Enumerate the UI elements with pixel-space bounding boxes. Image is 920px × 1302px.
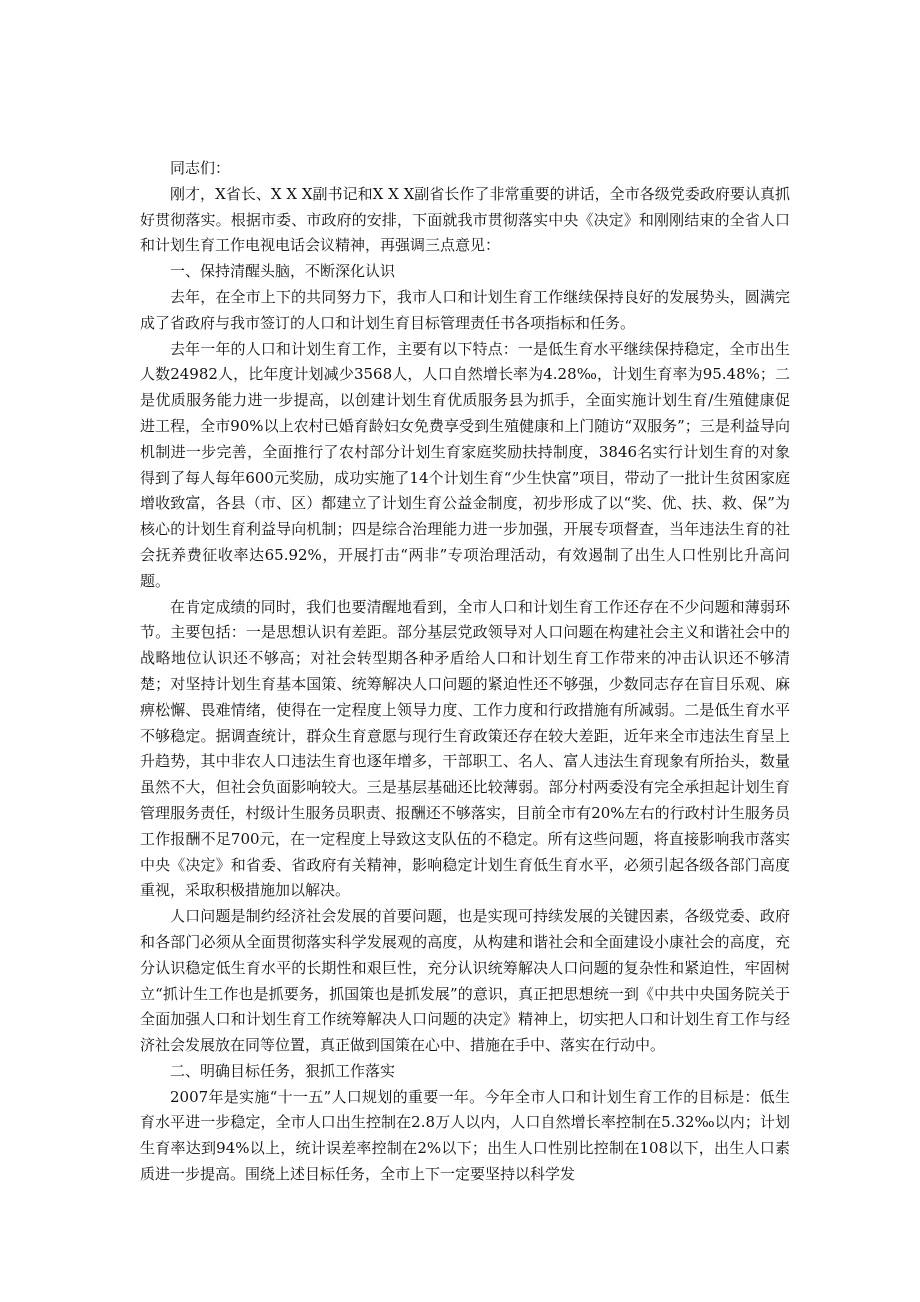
- paragraph-problems: 在肯定成绩的同时，我们也要清醒地看到，全市人口和计划生育工作还存在不少问题和薄弱环节。主要包括：一是思想认识有差距。部分基层党政领导对人口问题在构建社会主义和谐社会中的战略地位认识还不够高；对社会转型期各种矛盾给人口和计划生育工作带来的冲击认识还不够清楚；对坚持计划生育基本国策、统筹解决人口问题的紧迫性还不够强，少数同志存在盲目乐观、麻痹松懈、畏难情绪，使得在一定程度上领导力度、工作力度和行政措施有所减弱。二是低生育水平不够稳定。据调查统计，群众生育意愿与现行生育政策还存在较大差距，近年来全市违法生育呈上升趋势，其中非农人口违法生育也逐年增多，干部职工、名人、富人违法生育现象有所抬头，数量虽然不大，但社会负面影响较大。三是基层基础还比较薄弱。部分村两委没有完全承担起计划生育管理服务责任，村级计生服务员职责、报酬还不够落实，目前全市有20%左右的行政村计生服务员工作报酬不足700元，在一定程度上导致这支队伍的不稳定。所有这些问题，将直接影响我市落实中央《决定》和省委、省政府有关精神，影响稳定计划生育低生育水平，必须引起各级各部门高度重视，采取积极措施加以解决。: [140, 597, 790, 900]
- section-heading-1: 一、保持清醒头脑，不断深化认识: [170, 262, 396, 281]
- paragraph-last-year-summary: 去年，在全市上下的共同努力下，我市人口和计划生育工作继续保持良好的发展势头，圆满完成了省政府与我市签订的人口和计划生育目标管理责任书各项指标和任务。: [140, 287, 790, 332]
- document-body: [140, 156, 790, 1188]
- paragraph-2007-targets: 2007年是实施“十一五”人口规划的重要一年。今年全市人口和计划生育工作的目标是：低生育水平进一步稳定，全市人口出生控制在2.8万人以内，人口自然增长率控制在5.32‰以内；计划生育率达到94%以上，统计误差率控制在2%以下；出生人口性别比控制在108以下，出生人口素质进一步提高。围绕上述目标任务，全市上下一定要坚持以科学发: [140, 1087, 790, 1184]
- section-heading-2: 二、明确目标任务，狠抓工作落实: [170, 1061, 396, 1080]
- paragraph-population-importance: 人口问题是制约经济社会发展的首要问题，也是实现可持续发展的关键因素，各级党委、政府和各部门必须从全面贯彻落实科学发展观的高度，从构建和谐社会和全面建设小康社会的高度，充分认识稳定低生育水平的长期性和艰巨性，充分认识统筹解决人口问题的复杂性和紧迫性，牢固树立“抓计生工作也是抓要务，抓国策也是抓发展”的意识，真正把思想统一到《中共中央国务院关于全面加强人口和计划生育工作统筹解决人口问题的决定》精神上，切实把人口和计划生育工作与经济社会发展放在同等位置，真正做到国策在心中、措施在手中、落实在行动中。: [140, 907, 790, 1055]
- paragraph-last-year-features: 去年一年的人口和计划生育工作，主要有以下特点：一是低生育水平继续保持稳定，全市出生人数24982人，比年度计划减少3568人，人口自然增长率为4.28‰，计划生育率为95.48%；二是优质服务能力进一步提高，以创建计划生育优质服务县为抓手，全面实施计划生育/生殖健康促进工程，全市90%以上农村已婚育龄妇女免费享受到生殖健康和上门随访“双服务”；三是利益导向机制进一步完善，全面推行了农村部分计划生育家庭奖励扶持制度，3846名实行计划生育的对象得到了每人每年600元奖励，成功实施了14个计划生育“少生快富”项目，带动了一批计生贫困家庭增收致富，各县（市、区）都建立了计划生育公益金制度，初步形成了以“奖、优、扶、救、保”为核心的计划生育利益导向机制；四是综合治理能力进一步加强，开展专项督查，当年违法生育的社会抚养费征收率达65.92%，开展打击“两非”专项治理活动，有效遏制了出生人口性别比升高问题。: [140, 339, 790, 590]
- salutation: 同志们：: [170, 159, 231, 177]
- opening-paragraph: 刚才，X省长、X X X副书记和X X X副省长作了非常重要的讲话，全市各级党委政府要认真抓好贯彻落实。根据市委、市政府的安排，下面就我市贯彻落实中央《决定》和刚刚结束的全省人口和计划生育工作电视电话会议精神，再强调三点意见：: [140, 184, 790, 255]
